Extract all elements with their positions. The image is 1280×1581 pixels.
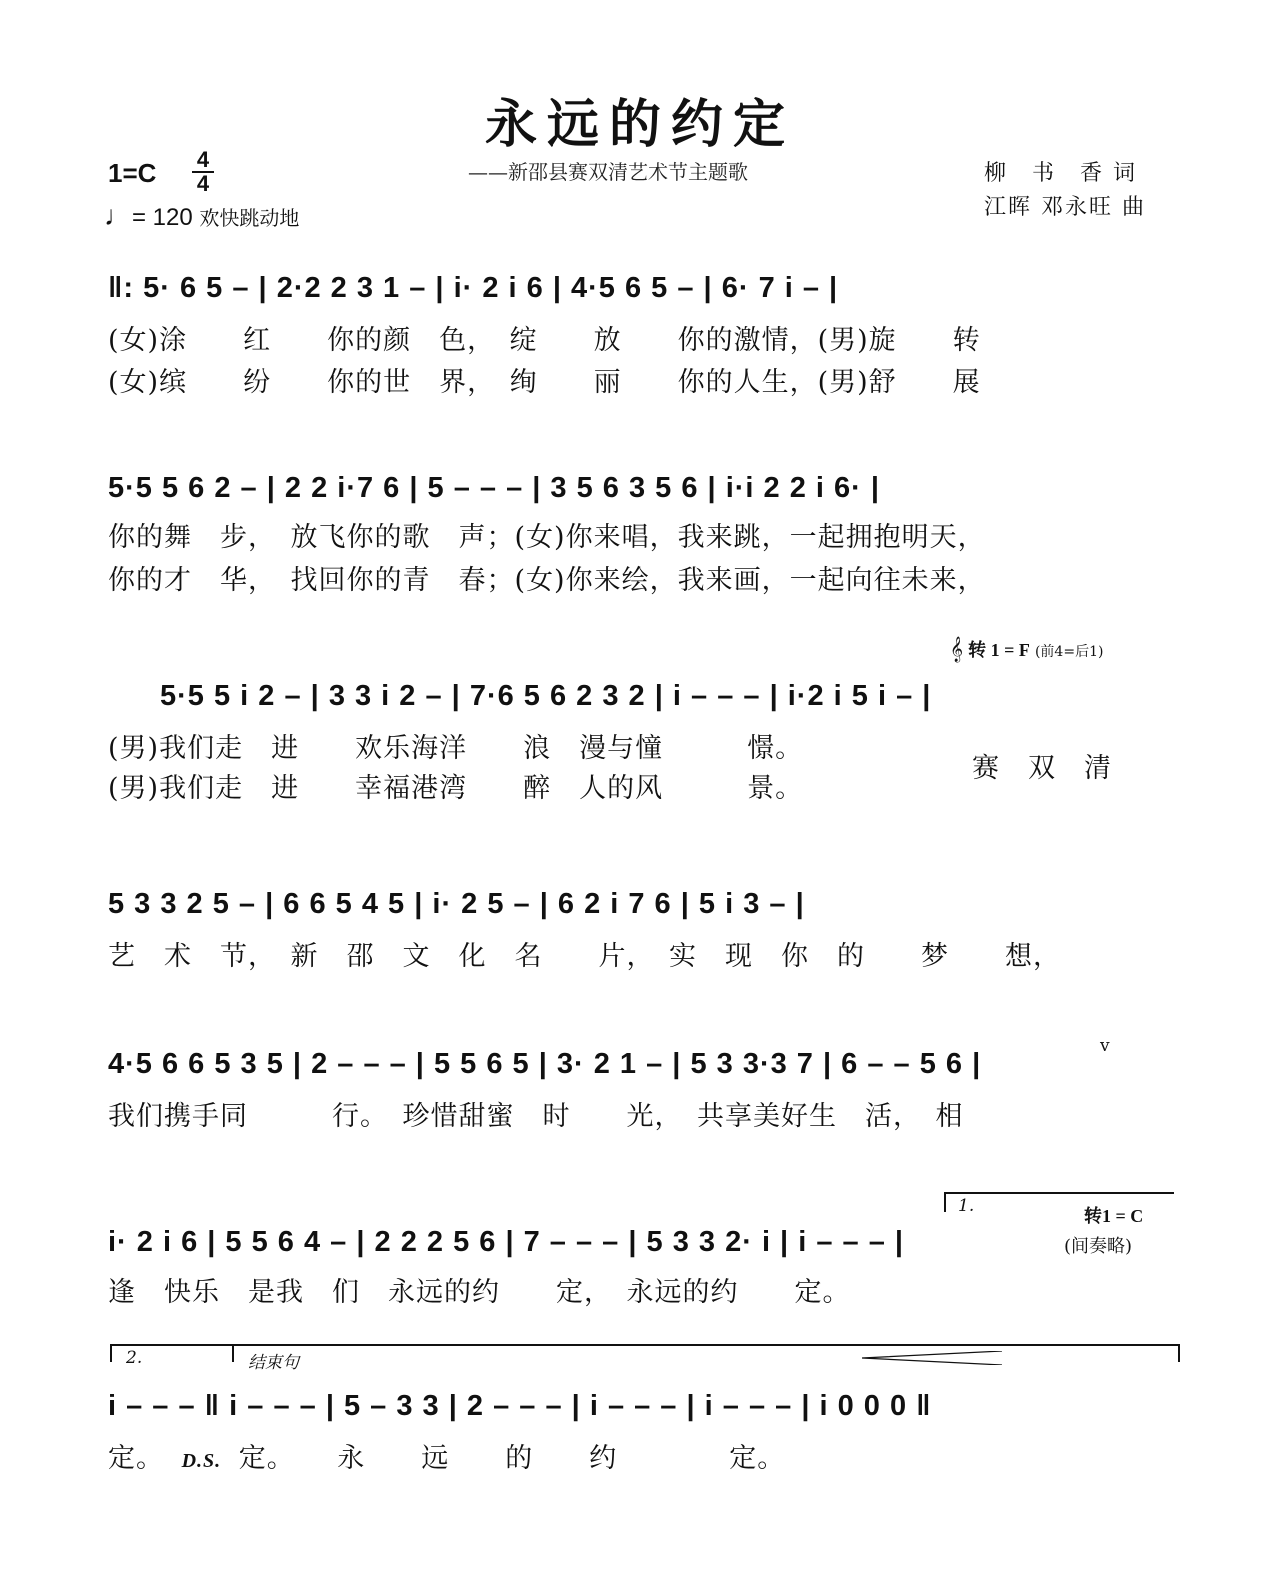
score-row-3-notes: 5·5 5 i 2 – | 3 3 i 2 – | 7·6 5 6 2 3 2 | i – – – | i·2 i 5 i – |: [160, 680, 932, 712]
score-row-7-lyrics: [108, 1436, 785, 1475]
ending-bracket: [110, 1344, 1178, 1346]
crescendo-icon: [862, 1350, 1002, 1360]
dal-segno-mark: D.S.: [181, 1450, 222, 1472]
lyricist-credit: 柳 书 香 词: [984, 161, 1137, 186]
score-row-5-notes: 4·5 6 6 5 3 5 | 2 – – – | 5 5 6 5 | 3· 2 1 – | 5 3 3·3 7 | 6 – – 5 6 |: [108, 1048, 982, 1080]
score-row-4-notes: 5 3 3 2 5 – | 6 6 5 4 5 | i· 2 5 – | 6 2 i 7 6 | 5 i 3 – |: [108, 888, 805, 920]
tempo-mood: 欢快跳动地: [199, 208, 300, 230]
song-title: 永远的约定: [484, 94, 795, 155]
time-signature-bottom: 4: [196, 171, 210, 196]
breath-mark-icon: v: [1100, 1036, 1110, 1056]
score-row-1-notes: ‖: 5· 6 5 – | 2·2 2 3 1 – | i· 2 i 6 | 4·5 6 5 – | 6· 7 i – |: [108, 272, 839, 304]
time-signature-top: 4: [196, 147, 210, 172]
lyric-ending-2: 定。: [108, 1443, 164, 1474]
modulation-note: (前4=后1): [1034, 644, 1104, 660]
modulation-label: 转 1 = F: [968, 640, 1030, 660]
interlude-note: (间奏略): [1064, 1236, 1133, 1257]
volta-2-bracket-start: [110, 1344, 112, 1362]
score-row-7-notes: i – – – ‖ i – – – | 5 – 3 3 | 2 – – – | i – – – | i – – – | i 0 0 0 ‖: [108, 1390, 932, 1422]
score-row-1-lyrics-verse-1: (女)涂 红 你的颜 色， 绽 放 你的激情，(男)旋 转: [108, 325, 981, 356]
song-subtitle: ——新邵县赛双清艺术节主题歌: [468, 160, 748, 184]
score-row-3-lyrics-verse-2: (男)我们走 进 幸福港湾 醉 人的风 景。: [108, 773, 804, 804]
tempo-value: = 120: [132, 204, 193, 231]
score-row-2-lyrics-verse-2: 你的才 华， 找回你的青 春；(女)你来绘，我来画，一起向往未来，: [108, 565, 986, 596]
key-signature: 1=C: [108, 158, 157, 188]
ending-bracket-end: [1178, 1344, 1180, 1362]
composer-credit: 江晖 邓永旺 曲: [984, 195, 1146, 220]
segno-icon: 𝄞: [950, 637, 964, 662]
quarter-note-icon: ♩: [104, 200, 132, 231]
score-row-5-lyrics: 我们携手同 行。 珍惜甜蜜 时 光， 共享美好生 活， 相: [108, 1101, 964, 1132]
lyric-coda: 定。 永 远 的 约 定。: [238, 1443, 786, 1474]
time-signature: [192, 147, 214, 196]
modulation-back-to-c: 转1 = C: [1084, 1206, 1144, 1226]
score-row-1-lyrics-verse-2: (女)缤 纷 你的世 界， 绚 丽 你的人生，(男)舒 展: [108, 367, 981, 398]
volta-2-label: 2.: [126, 1348, 143, 1368]
volta-1-bracket-start: [944, 1192, 946, 1212]
score-row-6-lyrics: 逢 快乐 是我 们 永远的约 定， 永远的约 定。: [108, 1277, 851, 1308]
score-row-4-lyrics: 艺 术 节， 新 邵 文 化 名 片， 实 现 你 的 梦 想，: [108, 941, 1061, 972]
score-row-2-lyrics-verse-1: 你的舞 步， 放飞你的歌 声；(女)你来唱，我来跳，一起拥抱明天，: [108, 522, 986, 553]
coda-bracket-start: [232, 1344, 234, 1362]
score-row-6-notes: i· 2 i 6 | 5 5 6 4 – | 2 2 2 5 6 | 7 – – – | 5 3 3 2· i | i – – – |: [108, 1226, 905, 1258]
volta-1-bracket: [944, 1192, 1174, 1194]
score-row-3-lyrics-verse-1: (男)我们走 进 欢乐海洋 浪 漫与憧 憬。: [108, 733, 804, 764]
tempo-marking: [104, 200, 299, 232]
coda-label: 结束句: [248, 1353, 299, 1373]
modulation-mark-f: [950, 636, 1103, 662]
volta-1-label: 1.: [958, 1196, 975, 1216]
chorus-lyric: 赛 双 清: [972, 753, 1112, 784]
score-row-2-notes: 5·5 5 6 2 – | 2 2 i·7 6 | 5 – – – | 3 5 6 3 5 6 | i·i 2 2 i 6· |: [108, 472, 880, 504]
